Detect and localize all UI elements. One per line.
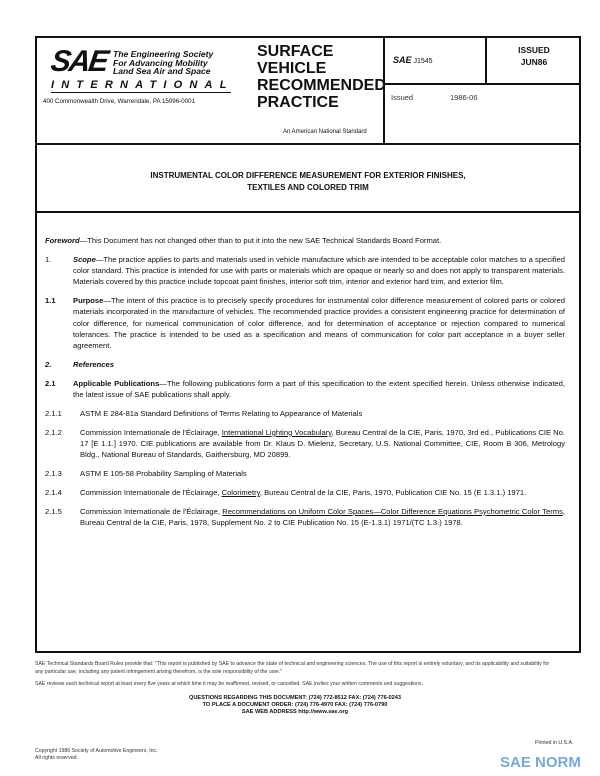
reference-title: International Lighting Vocabulary (221, 427, 332, 437)
order-contact: TO PLACE A DOCUMENT ORDER: (724) 776-4970 FAX: (724) 776-0790 (202, 701, 388, 708)
document-body (45, 235, 565, 536)
section-heading: Purpose (73, 296, 104, 306)
foreword-heading: Foreword (45, 236, 80, 245)
document-type (257, 43, 386, 111)
copyright (35, 748, 158, 762)
tagline-line: For Advancing Mobility (113, 57, 208, 68)
reference-item (45, 487, 565, 498)
tagline-line: Land Sea Air and Space (113, 66, 211, 76)
reference-text: Commission Internationale de l'Éclairage, (80, 488, 222, 498)
section-heading: References (73, 360, 114, 370)
section-applicable-publications (45, 378, 565, 401)
reference-item (45, 427, 565, 461)
reference-item (45, 468, 565, 479)
section-text: —The practice applies to parts and materials used in vehicle manufacture which are intended to be acceptable color matches to a specified color standard. This practice is intended for use with parts or materials which are opaque or nearly so and does not apply to transparent materials. Materials covered by this practice include topcoat paint finishes, interior soft trim, interior and exterior hard trim, and exterior film. (73, 254, 565, 287)
reference-text: Commission Internationale de l'Éclairage, (80, 506, 223, 516)
reference-text: ASTM E 284-81a Standard Definitions of Terms Relating to Appearance of Materials (80, 409, 363, 419)
issued-date: 1986-06 (450, 93, 478, 102)
document-footer (35, 661, 555, 722)
section-number: 2. (45, 360, 52, 370)
section-heading: Scope (73, 254, 96, 264)
reference-text: Commission Internationale de l'Éclairage, (80, 427, 222, 437)
section-scope (45, 254, 565, 288)
reference-title: Recommendations on Uniform Color Spaces—Color Difference Equations Psychometric Color Terms (222, 506, 563, 516)
reference-list (45, 408, 565, 528)
foreword (45, 235, 565, 246)
doc-info (383, 38, 581, 143)
international-label: INTERNATIONAL (51, 79, 234, 91)
ans-label: An American National Standard (283, 129, 367, 135)
status-date: JUN86 (520, 57, 548, 67)
doc-number-value: J1545 (413, 58, 433, 65)
doc-type-line: PRACTICE (257, 94, 339, 111)
tagline-line: The Engineering Society (113, 49, 214, 59)
reference-item (45, 408, 565, 419)
sae-tagline (113, 50, 213, 76)
reference-title: Colorimetry (221, 488, 260, 498)
section-heading: Applicable Publications (73, 378, 160, 388)
reference-details: , Bureau Central de la CIE, Paris, 1970, Publication CIE No. 15 (E 1.3.1.) 1971. (259, 488, 527, 498)
section-purpose (45, 295, 565, 351)
issued-label: Issued (391, 93, 414, 102)
sae-norm-watermark (500, 754, 581, 772)
section-text: —The intent of this practice is to precisely specify procedures for instrumental color difference measurement of colored parts or colored materials incorporated in the manufacture of vehicles. The recommended practice provides a consistent engineering practice for determination of color difference, for numerical communication of color difference, and for determination of acceptance or rejection compared to numerical tolerances. The practice is intended to be used as a specification and means of communication for color part acceptance in a buyer seller agreement. (73, 296, 565, 351)
doc-type-line: RECOMMENDED (257, 77, 386, 94)
watermark-text: SAE NORM (500, 754, 581, 771)
printed-in: Printed in U.S.A. (535, 740, 574, 746)
status-label: ISSUED (518, 45, 550, 55)
review-notice: SAE reviews each technical report at least every five years at which time it may be reaffirmed, revised, or cancelled. SAE invites your written comments and suggestions. (35, 681, 423, 687)
title-line: TEXTILES AND COLORED TRIM (247, 183, 369, 192)
rules-notice: SAE Technical Standards Board Rules provide that: "This report is published by SAE to advance the state of technical and engineering sciences. The use of this report is entirely voluntary, and its applicability and suitability for any particular use, including any patent infringement arising therefrom, is the sole responsibility of the user." (35, 661, 550, 675)
section-number: 1.1 (45, 296, 56, 306)
status-box (485, 38, 581, 83)
section-references (45, 359, 565, 370)
section-number: 1. (45, 254, 52, 264)
reference-details: , Bureau Central de la CIE, Paris, 1970, 3rd ed., Publications CIE No. 17 [E 1.1.] 1970. CIE publications are available from Dr. Klaus D. Mielenz, Secretary, U.S. National Committee, CIE, Room B 306, Metrology Bldg., National Bureau of Standards, Gaithersburg, MD 20899. (80, 427, 566, 460)
reference-item (45, 506, 565, 529)
reference-number: 2.1.1 (45, 409, 62, 419)
section-text: —The following publications form a part of this specification to the extent specified herein. Unless otherwise indicated, the latest issue of SAE publications shall apply. (73, 378, 565, 400)
sae-address: 400 Commonwealth Drive, Warrendale, PA 15096-0001 (43, 98, 196, 105)
questions-contact: QUESTIONS REGARDING THIS DOCUMENT: (724) 772-8512 FAX: (724) 776-0243 (188, 694, 401, 701)
doc-type-line: VEHICLE (257, 60, 327, 77)
foreword-text: —This Document has not changed other than to put it into the new SAE Technical Standards Board Format. (79, 236, 442, 245)
section-number: 2.1 (45, 378, 56, 388)
sae-logo-mark: SAE (48, 45, 110, 78)
sae-mini-logo: SAE (393, 55, 412, 65)
reference-text: ASTM E 105-58 Probability Sampling of Materials (80, 469, 247, 479)
reference-number: 2.1.4 (45, 488, 62, 498)
rights-text: All rights reserved. (35, 755, 78, 761)
reference-number: 2.1.3 (45, 469, 62, 479)
reference-details: , Bureau Central de la CIE, Paris, 1978, Supplement No. 2 to CIE Publication No. 15 (E-1.3.1) 1971/(TC 1.3.) 1978. (80, 506, 565, 528)
doc-number (393, 55, 433, 65)
document-header (37, 38, 579, 145)
doc-type-line: SURFACE (257, 43, 334, 60)
document-title (37, 143, 579, 213)
reference-number: 2.1.5 (45, 506, 62, 516)
web-address[interactable]: SAE WEB ADDRESS http://www.sae.org (241, 708, 349, 715)
copyright-text: Copyright 1986 Society of Automotive Engineers, Inc. (35, 748, 158, 754)
reference-number: 2.1.2 (45, 427, 62, 437)
title-line: INSTRUMENTAL COLOR DIFFERENCE MEASUREMENT FOR EXTERIOR FINISHES, (150, 171, 466, 180)
